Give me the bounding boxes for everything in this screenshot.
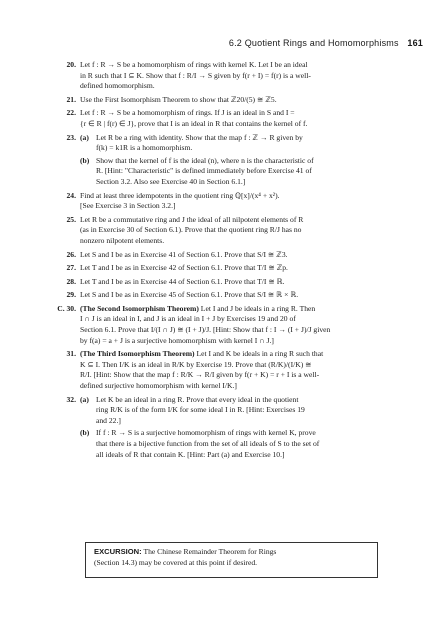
exercise-list [54, 60, 422, 463]
exercise-item [54, 263, 422, 274]
exercise-part-line: that there is a bijective function from the set of all ideals of S to the set of [96, 439, 320, 448]
exercise-text-line: R/I. [Hint: Show that the map f : R/K → R/I given by f(r + K) = r + I is a well- [80, 370, 320, 380]
exercise-text-line: Section 6.1. Prove that I/(I ∩ J) ≅ (I + J)/J. [Hint: Show that f : I → (I + J)/J given [80, 325, 331, 335]
exercise-title: (The Second Isomorphism Theorem) [80, 303, 199, 313]
exercise-part-line: R. [Hint: "Characteristic" is defined immediately before Exercise 41 of [96, 166, 312, 176]
exercise-text-line: Let S and I be as in Exercise 41 of Section 6.1. Prove that S/I ≅ ℤ3. [80, 249, 288, 259]
exercise-text-line: I ∩ J is an ideal in I, and J is an ideal in I + J by Exercises 19 and 20 of [80, 314, 296, 324]
exercise-part-line: Let K be an ideal in a ring R. Prove that every ideal in the quotient [96, 394, 299, 404]
exercise-item [54, 349, 422, 391]
exercise-number: 20. [66, 60, 76, 69]
exercise-part-line: Show that the kernel of f is the ideal (n), where n is the characteristic of [96, 155, 314, 165]
exercise-number: 26. [66, 249, 76, 259]
running-head [0, 38, 423, 48]
exercise-item [54, 395, 422, 461]
exercise-number: 32. [66, 394, 76, 404]
excursion-box [85, 542, 378, 578]
exercise-text-line: by f(a) = a + J is a surjective homomorphism with kernel I ∩ J.] [80, 335, 274, 345]
exercise-text-line: Let f : R → S be a homomorphism of rings with kernel K. Let I be an ideal [80, 60, 308, 69]
exercise-text-line: Let T and I be as in Exercise 42 of Section 6.1. Prove that T/I ≅ ℤp. [80, 263, 288, 273]
exercise-item [54, 108, 422, 129]
exercise-part [80, 133, 422, 154]
exercise-text-line: Let R be a commutative ring and J the ideal of all nilpotent elements of R [80, 214, 304, 224]
exercise-item [54, 191, 422, 212]
exercise-part-line: Let R be a ring with identity. Show that the map f : ℤ → R given by [96, 132, 303, 142]
exercise-number: 24. [66, 190, 76, 200]
exercise-text-line: K ⊆ I. Then I/K is an ideal in R/K by Exercise 19. Prove that (R/K)/(I/K) ≅ [80, 359, 312, 369]
exercise-number: 29. [66, 290, 76, 300]
exercise-text-line: Use the First Isomorphism Theorem to show that ℤ20/(5) ≅ ℤ5. [80, 94, 277, 104]
exercise-text-line [80, 349, 422, 360]
exercise-item [54, 60, 422, 92]
exercise-part-label: (b) [80, 155, 90, 165]
exercise-number: C. 30. [57, 303, 76, 313]
exercise-item [54, 95, 422, 106]
exercise-part-label: (a) [80, 132, 89, 142]
exercise-part-line: If f : R → S is a surjective homomorphism of rings with kernel K, prove [96, 428, 316, 438]
exercise-part-line: all ideals of R that contain K. [Hint: Part (a) and Exercise 10.] [96, 449, 285, 459]
exercise-number: 31. [66, 349, 76, 359]
exercise-part-line: and 22.] [96, 415, 121, 425]
exercise-text-line [80, 304, 422, 315]
exercise-number: 21. [66, 94, 76, 104]
excursion-heading: EXCURSION: [94, 547, 142, 556]
exercise-part [80, 395, 422, 427]
excursion-text-1: The Chinese Remainder Theorem for Rings [141, 547, 277, 556]
exercise-part-line: f(k) = k1R is a homomorphism. [96, 143, 193, 153]
exercise-text-line: {r ∈ R | f(r) ∈ J}, prove that I is an ideal in R that contains the kernel of f. [80, 118, 308, 128]
exercise-text-line: Find at least three idempotents in the quotient ring ℚ[x]/(x⁴ + x²). [80, 190, 280, 200]
exercise-text-line: defined surjective homomorphism with kernel I/K.] [80, 381, 237, 391]
exercise-text-line: [See Exercise 3 in Section 3.2.] [80, 201, 176, 211]
exercise-part-label: (a) [80, 394, 89, 404]
exercise-part-label: (b) [80, 428, 90, 438]
exercise-item [54, 277, 422, 288]
exercise-number: 22. [66, 108, 76, 118]
page-number: 161 [407, 38, 423, 48]
exercise-text-line: Let S and I be as in Exercise 45 of Section 6.1. Prove that S/I ≅ ℝ × ℝ. [80, 290, 299, 300]
exercise-item [54, 215, 422, 247]
exercise-item [54, 250, 422, 261]
exercise-text-line: in R such that I ⊆ K. Show that f : R/I → S given by f(r + I) = f(r) is a well- [80, 70, 311, 80]
exercise-part-line: ring R/K is of the form I/K for some ideal I in R. [Hint: Exercises 19 [96, 405, 305, 415]
exercise-item [54, 290, 422, 301]
section-title: 6.2 Quotient Rings and Homomorphisms [228, 38, 399, 48]
exercise-item [54, 133, 422, 188]
exercise-title: (The Third Isomorphism Theorem) [80, 349, 195, 359]
exercise-number: 25. [66, 214, 76, 224]
exercise-text: Let I and K be ideals in a ring R such that [194, 349, 324, 359]
exercise-item [54, 304, 422, 346]
exercise-number: 27. [66, 263, 76, 273]
exercise-text-line: defined homomorphism. [80, 81, 155, 91]
exercise-text-line: (as in Exercise 30 of Section 6.1). Prove that the quotient ring R/J has no [80, 225, 302, 235]
exercise-number: 28. [66, 276, 76, 286]
exercise-number: 23. [66, 132, 76, 142]
exercise-part [80, 428, 422, 460]
exercise-text: Let I and J be ideals in a ring R. Then [198, 303, 316, 313]
exercise-part [80, 156, 422, 188]
exercise-part-line: Section 3.2. Also see Exercise 40 in Section 6.1.] [96, 176, 246, 186]
excursion-text-2: (Section 14.3) may be covered at this point if desired. [94, 557, 258, 567]
exercise-text-line: nonzero nilpotent elements. [80, 235, 165, 245]
exercise-text-line: Let f : R → S be a homomorphism of rings. If J is an ideal in S and I = [80, 108, 295, 118]
exercise-text-line: Let T and I be as in Exercise 44 of Section 6.1. Prove that T/I ≅ ℝ. [80, 276, 285, 286]
